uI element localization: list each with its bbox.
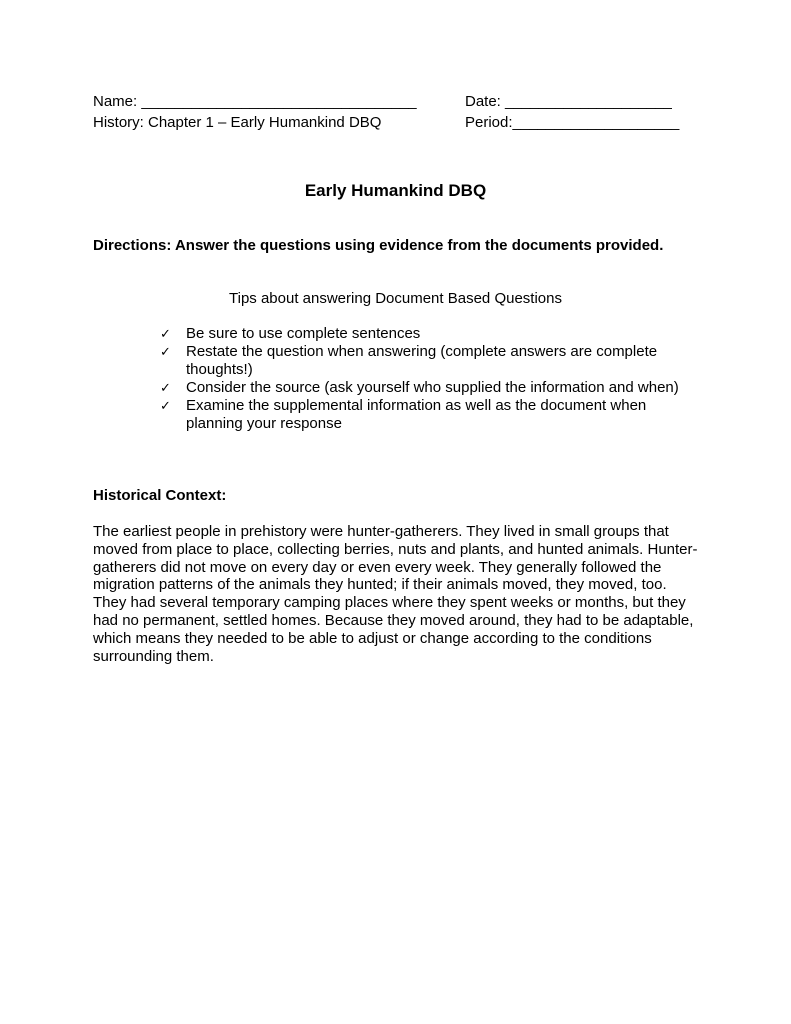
tip-item: [160, 325, 705, 343]
historical-context-heading: Historical Context:: [93, 487, 227, 504]
historical-context-body: The earliest people in prehistory were hunter-gatherers. They lived in small groups that moved from place to place, collecting berries, nuts and plants, and hunted animals. Hunter-gatherers did not move on every day or even every week. They generally followed the migration patterns of the animals they hunted; if their animals moved, they moved, too. They had several temporary camping places where they spent weeks or months, but they had no permanent, settled homes. Because they moved around, they had to be adaptable, which means they needed to be able to adjust or change according to the conditions surrounding them.: [93, 523, 698, 665]
checkmark-icon: ✓: [160, 326, 171, 341]
tip-item: [160, 343, 705, 379]
tip-text: Be sure to use complete sentences: [186, 325, 421, 342]
tip-text: Restate the question when answering (complete answers are complete thoughts!): [186, 343, 658, 378]
tip-item: [160, 379, 705, 397]
checkmark-icon: ✓: [160, 398, 171, 413]
name-field-line: Name: _________________________________: [93, 93, 417, 110]
course-line: History: Chapter 1 – Early Humankind DBQ: [93, 114, 382, 131]
date-field-line: Date: ____________________: [465, 93, 672, 110]
tip-text: Examine the supplemental information as well as the document when planning your response: [186, 397, 647, 432]
tips-heading: Tips about answering Document Based Questions: [229, 290, 562, 307]
directions-text: Directions: Answer the questions using evidence from the documents provided.: [93, 237, 664, 254]
checkmark-icon: ✓: [160, 344, 171, 359]
page-title: Early Humankind DBQ: [304, 181, 487, 200]
checkmark-icon: ✓: [160, 380, 171, 395]
tips-list: [160, 325, 705, 433]
tip-item: [160, 397, 705, 433]
period-field-line: Period:____________________: [465, 114, 680, 131]
tip-text: Consider the source (ask yourself who supplied the information and when): [186, 379, 679, 396]
